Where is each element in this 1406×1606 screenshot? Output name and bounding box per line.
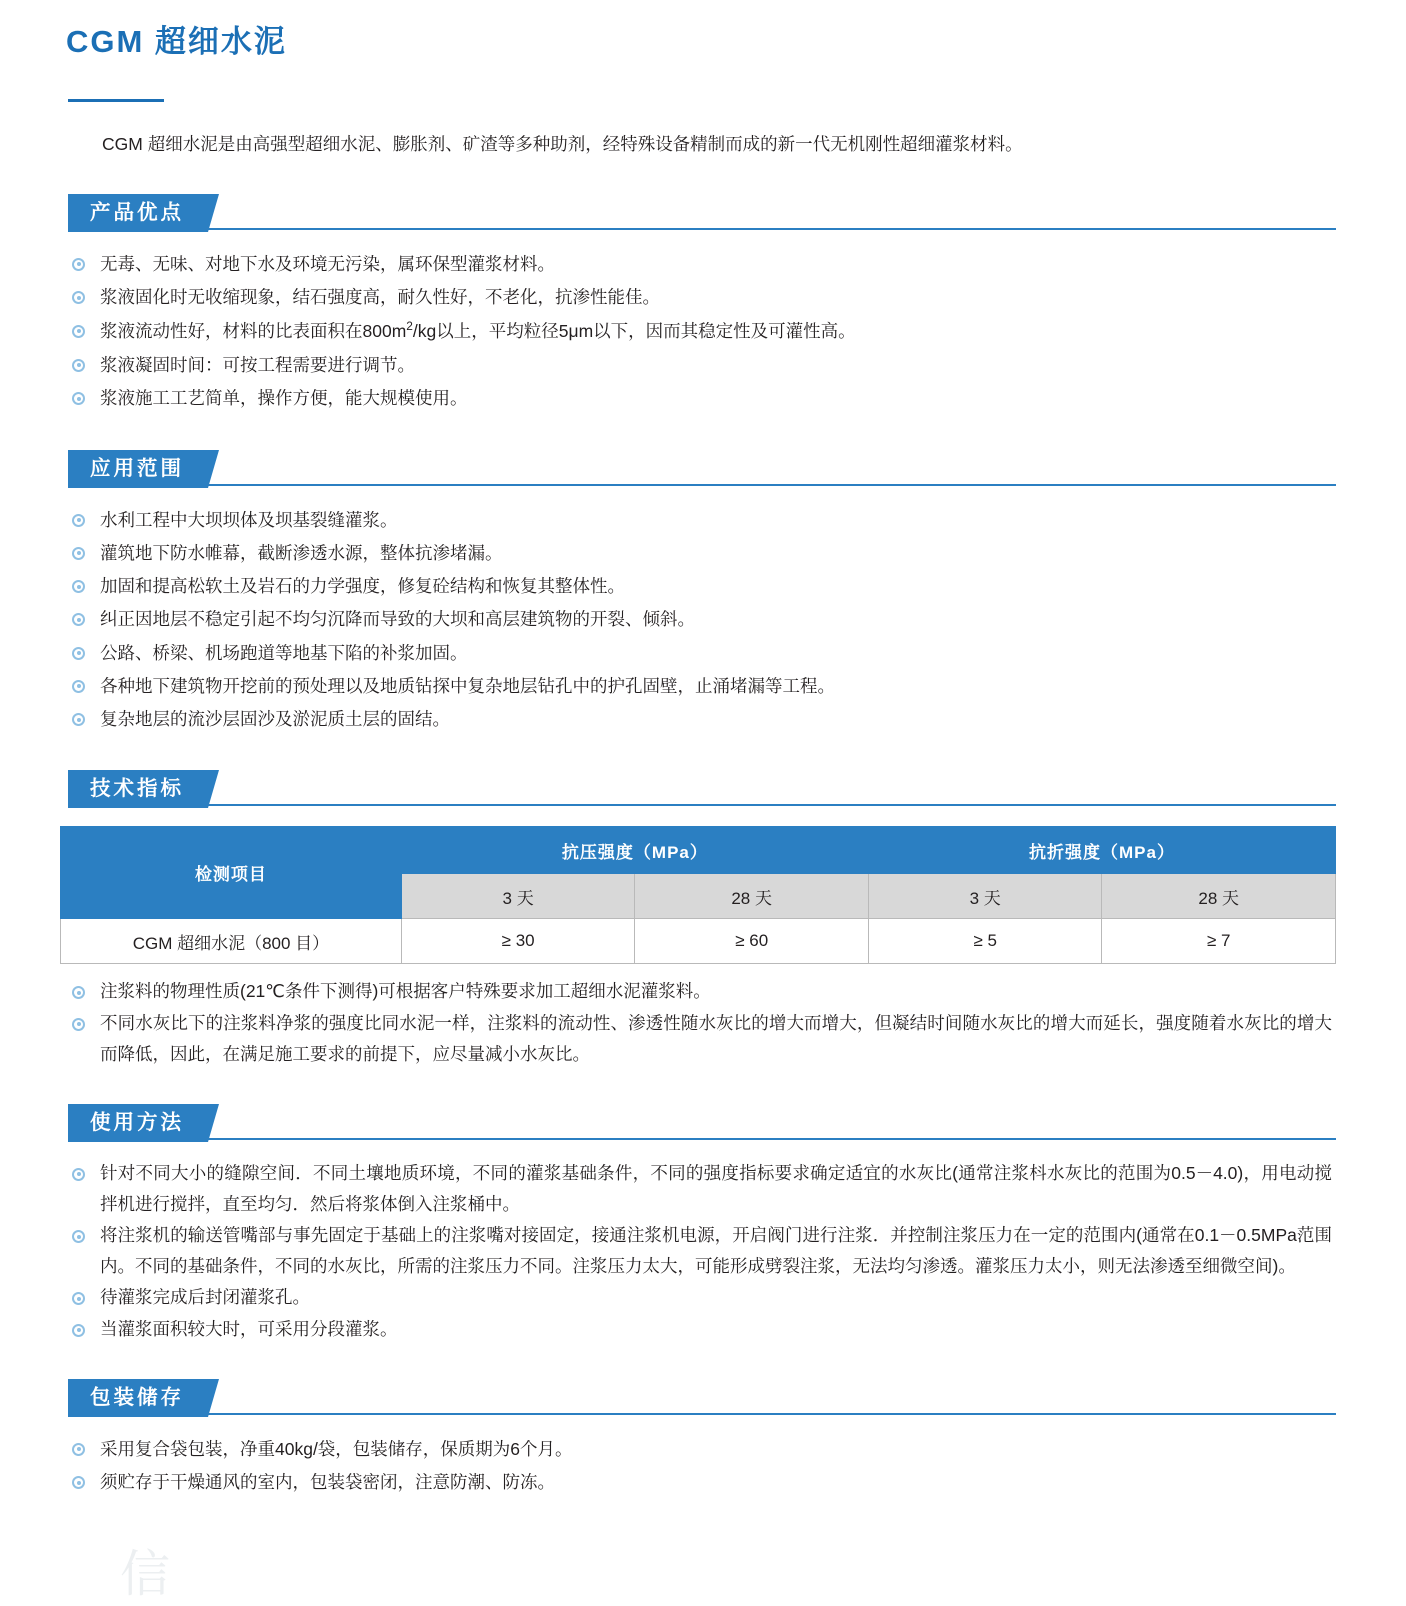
title-underline	[68, 99, 164, 102]
bullet-icon	[72, 1018, 85, 1031]
bullet-icon	[72, 547, 85, 560]
list-item-text: 待灌浆完成后封闭灌浆孔。	[100, 1287, 310, 1308]
list-item	[60, 603, 1336, 636]
list-item-text: 各种地下建筑物开挖前的预处理以及地质钻探中复杂地层钻孔中的护孔固壁，止涌堵漏等工程。	[100, 675, 835, 696]
watermark-logo: 信	[120, 1546, 174, 1602]
list-item	[60, 637, 1336, 670]
bullet-icon	[72, 258, 85, 271]
section-header-application	[60, 450, 1336, 488]
list-item	[60, 1008, 1336, 1070]
bullet-icon	[72, 713, 85, 726]
section-rule	[68, 1138, 1336, 1140]
list-item-text: 采用复合袋包装，净重40kg/袋，包装储存，保质期为6个月。	[100, 1438, 573, 1459]
section-rule	[68, 804, 1336, 806]
bullet-icon	[72, 1230, 85, 1243]
section-application	[60, 450, 1336, 737]
page-title: CGM 超细水泥	[66, 24, 287, 59]
table-header-cell-compressive: 抗压强度（MPa）	[401, 827, 868, 874]
list-item	[60, 976, 1336, 1007]
section-heading-label: 产品优点	[68, 194, 208, 232]
section-heading-label: 使用方法	[68, 1104, 208, 1142]
list-item-text: 针对不同大小的缝隙空间．不同土壤地质环境，不同的灌浆基础条件，不同的强度指标要求确定适宜的水灰比(通常注浆枓水灰比的范围为0.5－4.0)，用电动搅拌机进行搅拌，直至均匀．然后将浆体倒入注浆桶中。	[100, 1162, 1332, 1215]
section-advantages	[60, 194, 1336, 416]
section-header-advantages	[60, 194, 1336, 232]
table-body	[61, 919, 1336, 964]
bullet-icon	[72, 1324, 85, 1337]
list-item-text: 须贮存于干燥通风的室内，包装袋密闭，注意防潮、防冻。	[100, 1472, 555, 1493]
bullet-icon	[72, 613, 85, 626]
list-item-text: 不同水灰比下的注浆料净浆的强度比同水泥一样，注浆料的流动性、渗透性随水灰比的增大而增大，但凝结时间随水灰比的增大而延长，强度随着水灰比的增大而降低，因此，在满足施工要求的前提下，应尽量减小水灰比。	[100, 1012, 1332, 1064]
table-subheader-cell: 3 天	[868, 874, 1102, 919]
bullet-icon	[72, 291, 85, 304]
list-item-text: 浆液施工工艺简单，操作方便，能大规模使用。	[100, 388, 468, 409]
table-subheader-cell: 3 天	[401, 874, 635, 919]
section-header-technical	[60, 770, 1336, 808]
bullet-icon	[72, 1168, 85, 1181]
technical-notes-list	[60, 976, 1336, 1069]
list-item-text: 加固和提高松软土及岩石的力学强度，修复砼结构和恢复其整体性。	[100, 576, 625, 597]
list-item	[60, 281, 1336, 315]
section-rule	[68, 1413, 1336, 1415]
table-header	[61, 827, 1336, 919]
table-cell-flexural-28d: ≥ 7	[1102, 919, 1336, 964]
packaging-list	[60, 1433, 1336, 1500]
section-header-packaging	[60, 1379, 1336, 1417]
list-item-text: 注浆料的物理性质(21℃条件下测得)可根据客户特殊要求加工超细水泥灌浆料。	[100, 981, 711, 1002]
table-cell-compressive-3d: ≥ 30	[401, 919, 635, 964]
list-item	[60, 670, 1336, 703]
bullet-icon	[72, 680, 85, 693]
list-item	[60, 703, 1336, 736]
table-subheader-cell: 28 天	[635, 874, 869, 919]
section-usage	[60, 1104, 1336, 1345]
list-item-text: 浆液凝固时间：可按工程需要进行调节。	[100, 354, 415, 375]
list-item	[60, 1220, 1336, 1282]
list-item-text: 浆液固化时无收缩现象，结石强度高，耐久性好，不老化，抗渗性能佳。	[100, 287, 660, 308]
bullet-icon	[72, 392, 85, 405]
table-row	[61, 919, 1336, 964]
list-item	[60, 1282, 1336, 1313]
section-technical	[60, 770, 1336, 1069]
section-heading-label: 包装储存	[68, 1379, 208, 1417]
list-item	[60, 570, 1336, 603]
list-item	[60, 1466, 1336, 1500]
bullet-icon	[72, 325, 85, 338]
advantages-list	[60, 248, 1336, 416]
list-item	[60, 537, 1336, 570]
list-item-text: 无毒、无味、对地下水及环境无污染，属环保型灌浆材料。	[100, 253, 555, 274]
list-item-text-after: /kg以上，平均粒径5μm以下，因而其稳定性及可灌性高。	[412, 320, 856, 341]
list-item	[60, 504, 1336, 537]
table-header-cell-item: 检测项目	[61, 827, 402, 919]
list-item-text: 水利工程中大坝坝体及坝基裂缝灌浆。	[100, 509, 398, 530]
table-cell-compressive-28d: ≥ 60	[635, 919, 869, 964]
list-item	[60, 1314, 1336, 1345]
bullet-icon	[72, 359, 85, 372]
list-item-text: 公路、桥梁、机场跑道等地基下陷的补浆加固。	[100, 642, 468, 663]
usage-list	[60, 1158, 1336, 1345]
section-header-usage	[60, 1104, 1336, 1142]
section-packaging	[60, 1379, 1336, 1500]
list-item-text: 复杂地层的流沙层固沙及淤泥质土层的固结。	[100, 709, 450, 730]
list-item	[60, 382, 1336, 416]
table-header-row	[61, 827, 1336, 874]
list-item-text: 纠正因地层不稳定引起不均匀沉降而导致的大坝和高层建筑物的开裂、倾斜。	[100, 609, 695, 630]
list-item-text: 当灌浆面积较大时，可采用分段灌浆。	[100, 1318, 398, 1339]
section-heading-label: 技术指标	[68, 770, 208, 808]
bullet-icon	[72, 647, 85, 660]
application-list	[60, 504, 1336, 737]
section-rule	[68, 484, 1336, 486]
table-cell-flexural-3d: ≥ 5	[868, 919, 1102, 964]
section-rule	[68, 228, 1336, 230]
technical-table	[60, 826, 1336, 964]
bullet-icon	[72, 986, 85, 999]
bullet-icon	[72, 1476, 85, 1489]
list-item-text: 灌筑地下防水帷幕，截断渗透水源，整体抗渗堵漏。	[100, 542, 503, 563]
list-item	[60, 1158, 1336, 1220]
list-item	[60, 349, 1336, 383]
list-item	[60, 248, 1336, 282]
footer-spacer	[60, 1500, 1336, 1540]
bullet-icon	[72, 580, 85, 593]
intro-paragraph: CGM 超细水泥是由高强型超细水泥、膨胀剂、矿渣等多种助剂，经特殊设备精制而成的新一代无机刚性超细灌浆材料。	[102, 134, 1023, 154]
list-item-text: 将注浆机的输送管嘴部与事先固定于基础上的注浆嘴对接固定，接通注浆机电源，开启阀门进行注浆．并控制注浆压力在一定的范围内(通常在0.1－0.5MPa范围内。不同的基础条件，不同的水灰比，所需的注浆压力不同。注浆压力太大，可能形成劈裂注浆，无法均匀渗透。灌浆压力太小，则无法渗透至细微空间)。	[100, 1225, 1332, 1277]
table-subheader-cell: 28 天	[1102, 874, 1336, 919]
section-heading-label: 应用范围	[68, 450, 208, 488]
list-item-text-before: 浆液流动性好，材料的比表面积在800m	[100, 320, 407, 341]
superscript-two: 2	[406, 319, 413, 334]
table-header-cell-flexural: 抗折强度（MPa）	[868, 827, 1335, 874]
table-cell-item: CGM 超细水泥（800 目）	[61, 919, 402, 964]
list-item	[60, 1433, 1336, 1467]
bullet-icon	[72, 514, 85, 527]
bullet-icon	[72, 1443, 85, 1456]
list-item	[60, 315, 1336, 349]
bullet-icon	[72, 1292, 85, 1305]
